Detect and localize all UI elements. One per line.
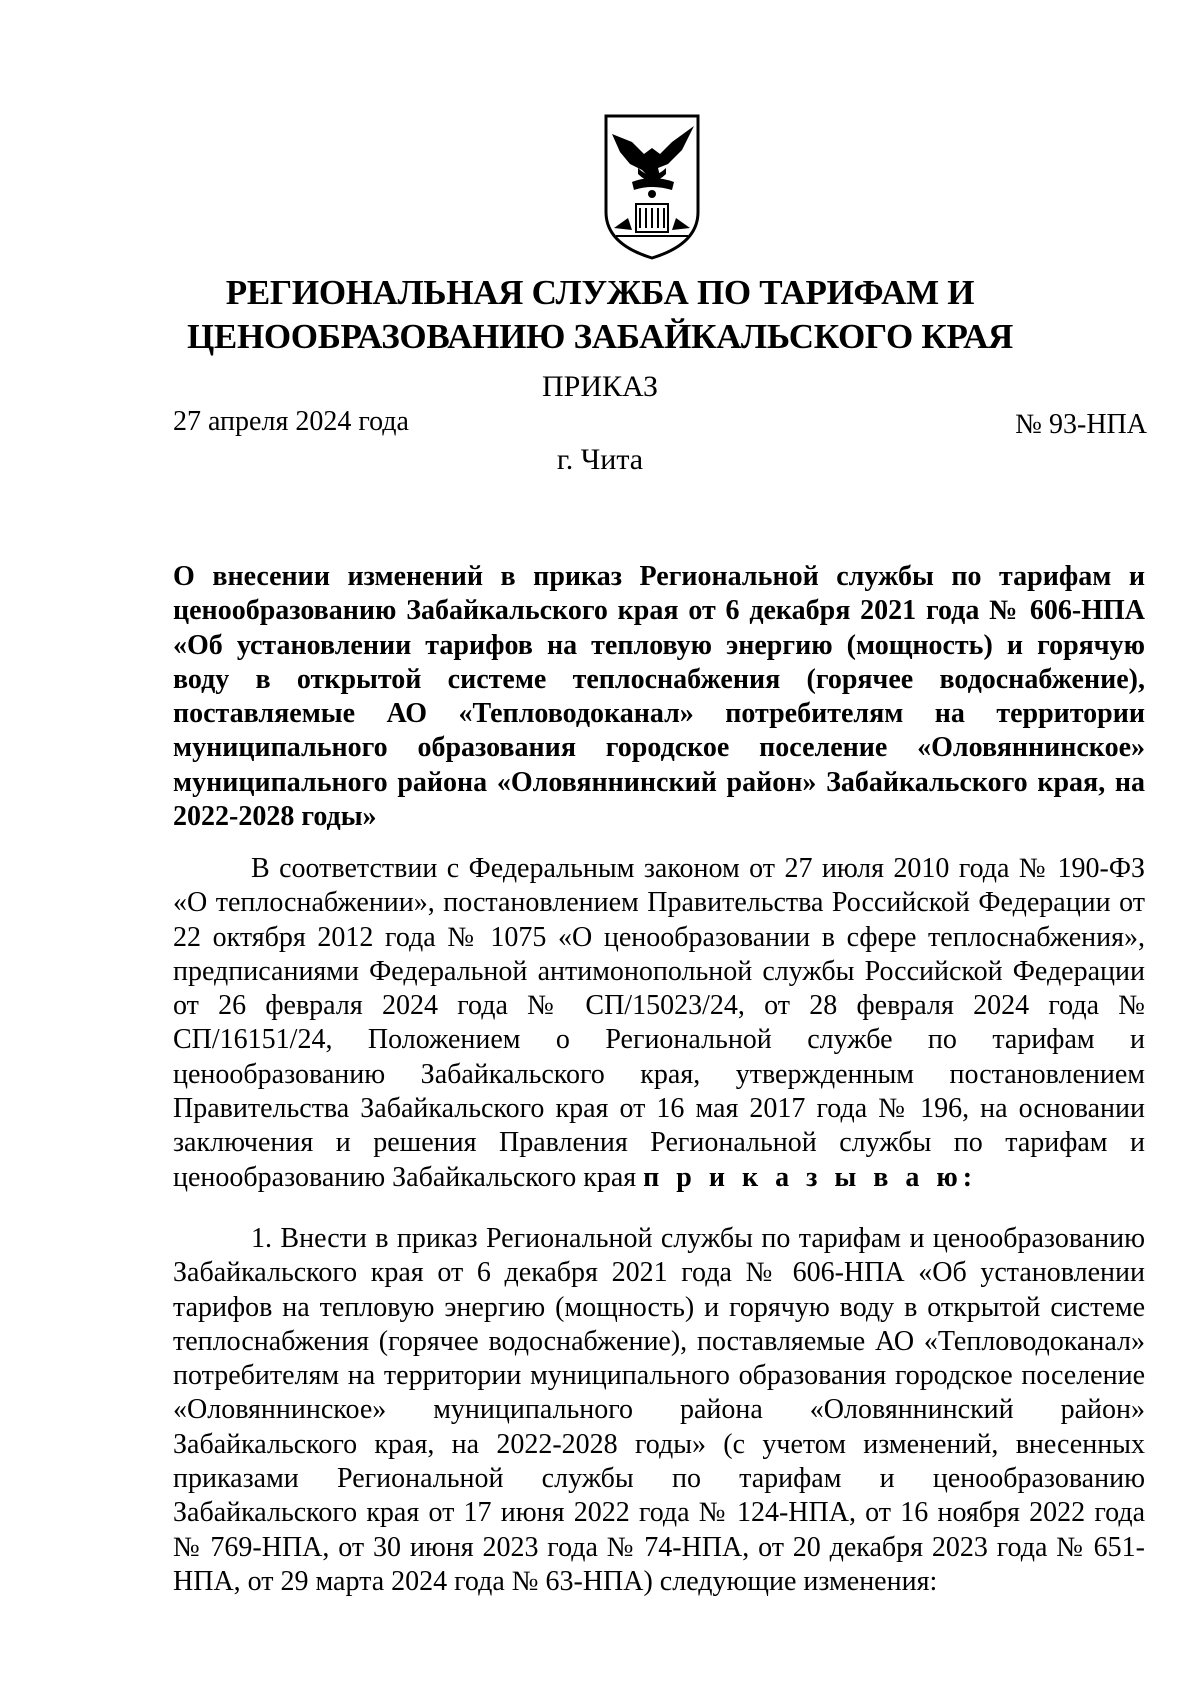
preamble-paragraph	[173, 852, 1145, 1195]
coat-of-arms-emblem	[602, 112, 702, 262]
document-city: г. Чита	[556, 443, 644, 476]
document-number: № 93-НПА	[1015, 409, 1147, 440]
document-type: ПРИКАЗ	[542, 370, 658, 403]
order-word: п р и к а з ы в а ю:	[643, 1161, 978, 1193]
preamble-text: В соответствии с Федеральным законом от 27 июля 2010 года № 190-ФЗ «О теплоснабжении», постановлением Правительства Российской Федерации от 22 октября 2012 года № 1075 «О ценообразовании в сфере теплоснабжения», предписаниями Федеральной антимонопольной службы Российской Федерации от 26 февраля 2024 года № СП/15023/24, от 28 февраля 2024 года № СП/16151/24, Положением о Региональной службе по тарифам и ценообразованию Забайкальского края, утвержденным постановлением Правительства Забайкальского края от 16 мая 2017 года № 196, на основании заключения и решения Правления Региональной службы по тарифам и ценообразованию Забайкальского края	[173, 853, 1145, 1193]
document-date: 27 апреля 2024 года	[173, 406, 409, 437]
agency-title-line1: РЕГИОНАЛЬНАЯ СЛУЖБА ПО ТАРИФАМ И	[225, 273, 975, 312]
document-subject: О внесении изменений в приказ Региональной службы по тарифам и ценообразованию Забайкальского края от 6 декабря 2021 года № 606-НПА «Об установлении тарифов на тепловую энергию (мощность) и горячую воду в открытой системе теплоснабжения (горячее водоснабжение), поставляемые АО «Тепловодоканал» потребителям на территории муниципального образования городское поселение «Оловяннинское» муниципального района «Оловяннинский район» Забайкальского края, на 2022-2028 годы»	[173, 561, 1145, 833]
eagle-shield-icon	[602, 112, 702, 262]
agency-title-line2: ЦЕНООБРАЗОВАНИЮ ЗАБАЙКАЛЬСКОГО КРАЯ	[186, 317, 1014, 356]
order-item: 1. Внести в приказ Региональной службы по тарифам и ценообразованию Забайкальского края от 6 декабря 2021 года № 606-НПА «Об установлении тарифов на тепловую энергию (мощность) и горячую воду в открытой системе теплоснабжения (горячее водоснабжение), поставляемые АО «Тепловодоканал» потребителям на территории муниципального образования городское поселение «Оловяннинское» муниципального района «Оловяннинский район» Забайкальского края, на 2022-2028 годы» (с учетом изменений, внесенных приказами Региональной службы по тарифам и ценообразованию Забайкальского края от 17 июня 2022 года № 124-НПА, от 16 ноября 2022 года № 769-НПА, от 30 июня 2023 года № 74-НПА, от 20 декабря 2023 года № 651-НПА, от 29 марта 2024 года № 63-НПА) следующие изменения:	[173, 1223, 1145, 1597]
